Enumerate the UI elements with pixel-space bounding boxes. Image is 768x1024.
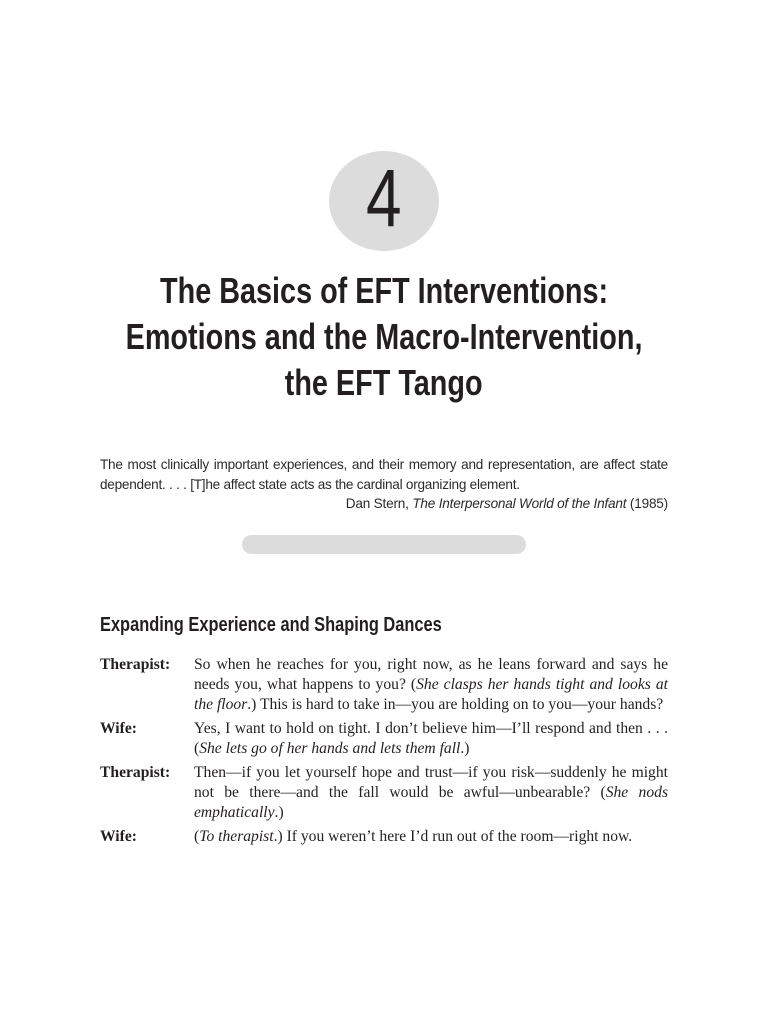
epigraph-work: The Interpersonal World of the Infant	[412, 496, 627, 511]
chapter-title-line: The Basics of EFT Interventions:	[159, 270, 609, 311]
chapter-number: 4	[366, 153, 402, 244]
speaker-label: Therapist:	[100, 764, 171, 781]
speaker-label: Therapist:	[100, 656, 171, 673]
chapter-title	[0, 268, 768, 406]
section-divider	[242, 535, 526, 554]
speech-text	[194, 719, 668, 759]
speech-fragment: .) If you weren’t here I’d run out of the room—right now.	[273, 828, 633, 845]
dialogue-transcript	[100, 655, 668, 851]
speech-text	[194, 763, 668, 823]
section-heading: Expanding Experience and Shaping Dances	[100, 614, 442, 636]
speech-text	[194, 827, 668, 847]
chapter-number-badge	[329, 151, 439, 251]
dialogue-turn	[100, 655, 668, 715]
epigraph-attribution	[100, 494, 668, 514]
epigraph	[100, 455, 668, 514]
stage-direction: She nods emphatically	[194, 784, 669, 821]
chapter-title-line: the EFT Tango	[285, 362, 483, 403]
dialogue-turn	[100, 763, 668, 823]
stage-direction: To therapist	[199, 828, 274, 845]
chapter-title-line: Emotions and the Macro-Intervention,	[125, 316, 643, 357]
speech-text	[194, 655, 668, 715]
speech-fragment: (	[194, 828, 200, 845]
dialogue-turn	[100, 719, 668, 759]
epigraph-quote: The most clinically important experiences, and their memory and representation, are affect state dependent. . . . [T]he affect state acts as the cardinal organizing element.	[100, 457, 668, 492]
epigraph-year: (1985)	[626, 496, 668, 511]
dialogue-turn	[100, 827, 668, 847]
epigraph-author: Dan Stern,	[345, 496, 413, 511]
speech-fragment: Then—if you let yourself hope and trust—if you risk—suddenly he might not be there—and the fall would be awful—unbearable? (	[194, 764, 668, 801]
stage-direction: She lets go of her hands and lets them fall	[199, 740, 461, 757]
speech-fragment: .)	[274, 804, 284, 821]
speech-fragment: .) This is hard to take in—you are holding on to you—your hands?	[247, 696, 664, 713]
stage-direction: She clasps her hands tight and looks at the floor	[194, 676, 668, 713]
speech-fragment: So when he reaches for you, right now, as he leans forward and says he needs you, what happens to you? (	[194, 656, 668, 693]
speaker-label: Wife:	[100, 828, 137, 845]
speech-fragment: .)	[460, 740, 470, 757]
speaker-label: Wife:	[100, 720, 137, 737]
speech-fragment: Yes, I want to hold on tight. I don’t believe him—I’ll respond and then . . . (	[194, 720, 668, 757]
